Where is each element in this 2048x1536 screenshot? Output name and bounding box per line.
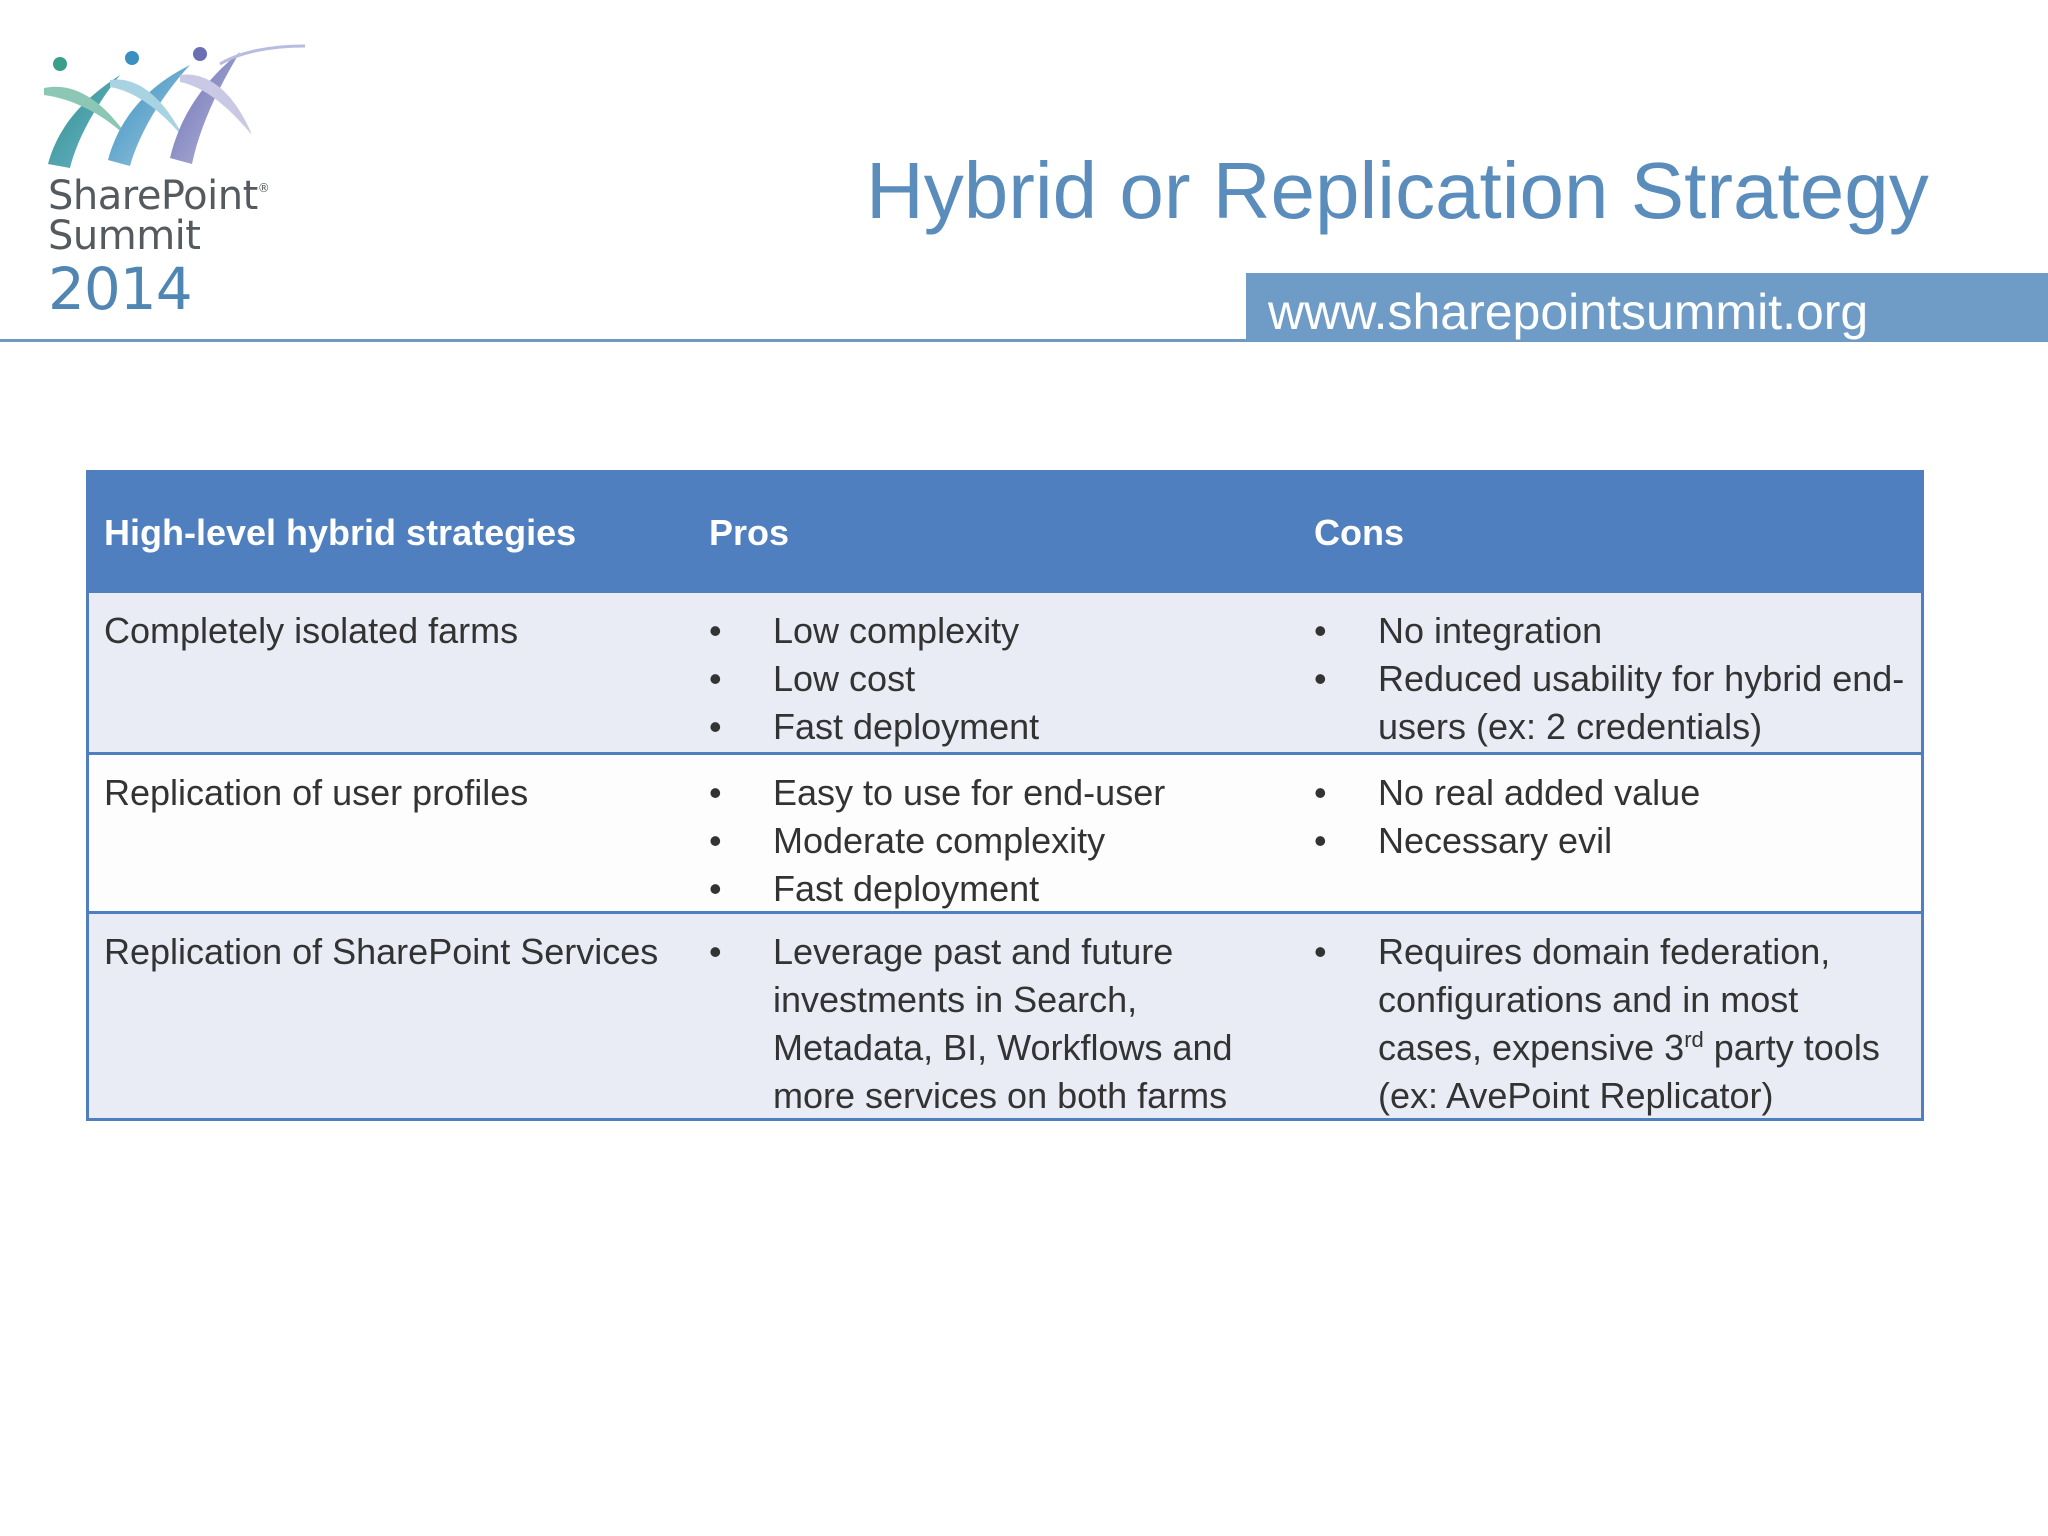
strategy-table [86,470,1924,1121]
logo-brand-text: SharePoint [48,173,258,219]
cons-cell [1299,593,1921,752]
logo-word-text: Summit [48,213,201,259]
url-banner [1246,273,2048,341]
strategy-cell: Replication of SharePoint Services [104,931,659,972]
list-item: • Fast deployment [709,706,1040,747]
list-item: • Easy to use for end-user [709,772,1166,813]
list-item: • Low cost [709,658,916,699]
logo-figures-icon [40,40,320,180]
pros-cell [694,755,1299,911]
strategy-cell: Completely isolated farms [104,610,519,651]
list-item: • No integration [1314,610,1603,651]
pros-cell [694,593,1299,752]
list-item: • No real added value [1314,772,1701,813]
list-item: • Necessary evil [1314,820,1613,861]
slide-title: Hybrid or Replication Strategy [866,146,1929,235]
cons-cell [1299,755,1921,911]
list-item: • Leverage past and future investments in Search, Metadata, BI, Workflows and more services on both farms [709,931,1233,1116]
list-item: • Low complexity [709,610,1020,651]
cons-cell [1299,914,1921,1118]
strategy-cell: Replication of user profiles [104,772,529,813]
header-cons: Cons [1314,512,1404,553]
list-item: • Fast deployment [709,868,1040,909]
header-strategies: High-level hybrid strategies [104,512,577,553]
list-item: • Moderate complexity [709,820,1106,861]
logo-year-text: 2014 [48,255,192,323]
table-row [89,911,1921,1118]
website-url: www.sharepointsummit.org [1268,284,1869,340]
table-row [89,752,1921,911]
header-pros: Pros [709,512,790,553]
list-item: • Reduced usability for hybrid end-users (ex: 2 credentials) [1314,658,1905,747]
sharepoint-summit-logo [40,40,320,330]
pros-cell [694,914,1299,1118]
list-item: • Requires domain federation, configurations and in most cases, expensive 3rd party tools (ex: AvePoint Replicator) [1314,931,1880,1116]
registered-mark: ® [257,181,270,195]
table-row [89,593,1921,752]
table-header-row [89,473,1921,593]
